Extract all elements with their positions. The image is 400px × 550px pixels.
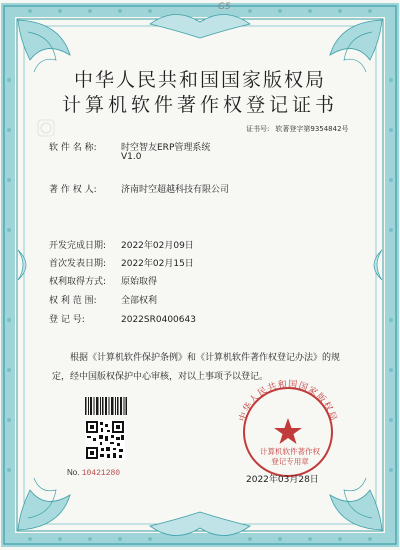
registration-number-value: 2022SR0400643: [121, 315, 196, 325]
dev-date-label: 开发完成日期:: [49, 241, 107, 251]
seal-star-icon: [274, 418, 302, 444]
barcode: [85, 397, 127, 415]
registration-number-row: [49, 312, 196, 325]
serial-value: 10421280: [81, 469, 121, 478]
pub-date-label: 首次发表日期:: [49, 259, 107, 269]
rights-scope-value: 全部权利: [121, 296, 158, 306]
rights-scope-row: [49, 293, 157, 306]
owner-value: 济南时空超越科技有限公司: [121, 185, 230, 195]
certificate-number-value: 软著登字第9354842号: [275, 125, 349, 133]
owner-label: 著 作 权 人:: [49, 185, 97, 195]
certificate-number-label: 证书号:: [246, 125, 270, 133]
serial-number: [67, 468, 120, 478]
pub-date-value: 2022年02月15日: [121, 259, 194, 269]
registration-number-label: 登 记 号:: [49, 315, 85, 325]
acquisition-method-value: 原始取得: [121, 277, 158, 287]
pub-date-row: [49, 256, 194, 269]
legal-statement: 根据《计算机软件保护条例》和《计算机软件著作权登记办法》的规定，经中国版权保护中心审核，对以上事项予以登记。: [52, 353, 341, 382]
corner-note: G5: [218, 2, 231, 12]
issue-date: 2022年03月28日: [246, 475, 319, 485]
software-name-value: 时空智友ERP管理系统: [121, 143, 211, 153]
dev-date-value: 2022年02月09日: [121, 241, 194, 251]
dev-date-row: [49, 238, 194, 251]
certificate-number: [246, 124, 349, 134]
seal-line-2: 登记专用章: [271, 457, 309, 466]
acquisition-method-row: [49, 274, 157, 287]
certificate-title: 计算机软件著作权登记证书: [61, 94, 338, 116]
emblem-watermark: [38, 120, 54, 136]
acquisition-method-label: 权利取得方式:: [49, 277, 107, 287]
seal-ring-text: 中华人民共和国国家版权局: [237, 379, 339, 423]
software-version: V1.0: [121, 152, 142, 162]
qr-code: [85, 420, 125, 460]
serial-prefix: No.: [67, 468, 80, 477]
software-name-label: 软 件 名 称:: [49, 143, 97, 153]
seal-line-1: 计算机软件著作权: [260, 447, 320, 456]
rights-scope-label: 权 利 范 围:: [49, 296, 97, 306]
issuer-title: 中华人民共和国国家版权局: [73, 69, 326, 91]
owner-row: [49, 182, 229, 195]
